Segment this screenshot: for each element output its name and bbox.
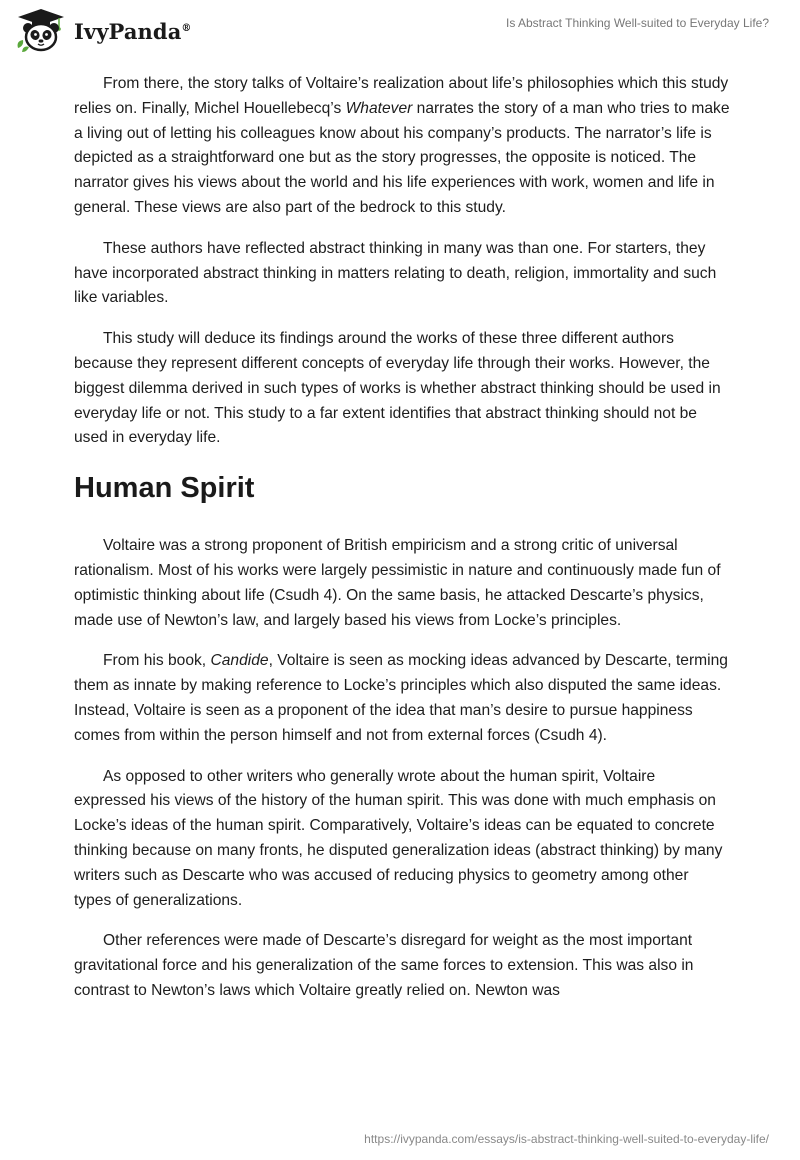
italic-title: Whatever [345, 99, 413, 117]
section-heading: Human Spirit [74, 472, 255, 505]
document-title: Is Abstract Thinking Well-suited to Everyday Life? [505, 16, 769, 30]
panda-graduate-icon [14, 8, 68, 54]
paragraph-text: Other references were made of Descarte’s disregard for weight as the most important gravitational force and his generalization of the same forces to extension. This was also in contrast to Newton’s laws which Voltaire greatly relied on. Newton was [74, 932, 694, 999]
section-paragraphs [74, 534, 730, 1004]
paragraph-text: , Voltaire is seen as mocking ideas advanced by Descarte, terming them as innate by making reference to Locke’s principles which also disputed the same ideas. Instead, Voltaire is seen as a proponent of the idea that man’s desire to pursue happiness comes from within the person himself and not from external forces (Csudh 4). [74, 652, 728, 744]
paragraph [74, 649, 730, 748]
paragraph [74, 72, 730, 221]
paragraph-text: These authors have reflected abstract thinking in many was than one. For starters, they have incorporated abstract thinking in matters relating to death, religion, immortality and such like variables. [74, 239, 717, 307]
paragraph-text: From there, the story talks of Voltaire’s realization about life’s philosophies which this study relies on. Finally, Michel Houellebecq’s [74, 75, 729, 117]
paragraph-text: As opposed to other writers who generally wrote about the human spirit, Voltaire expressed his views of the history of the human spirit. This was done with much emphasis on Locke’s ideas of the human spirit. Comparatively, Voltaire’s ideas can be equated to concrete thinking because on many fronts, he disputed generalization ideas (abstract thinking) by many writers such as Descarte who was accused of reducing physics to geometry among other types of generalizations. [74, 767, 723, 909]
ivypanda-logo[interactable] [14, 8, 192, 54]
paragraph [74, 765, 730, 914]
essay-body [74, 72, 730, 1020]
paragraph [74, 237, 730, 311]
source-url[interactable]: https://ivypanda.com/essays/is-abstract-thinking-well-suited-to-everyday-life/ [364, 1132, 769, 1146]
page-header [0, 0, 800, 60]
paragraph-text: From his book, [103, 652, 211, 670]
paragraph-text: narrates the story of a man who tries to make a living out of letting his colleagues know about his company’s products. The narrator’s life is depicted as a straightforward one but as the story progresses, the opposite is noticed. The narrator gives his views about the world and his life experiences with work, women and life in general. These views are also part of the bedrock to this study. [74, 99, 730, 216]
paragraph-text: This study will deduce its findings around the works of these three different authors because they represent different concepts of everyday life through their works. However, the biggest dilemma derived in such types of works is whether abstract thinking should be used in everyday life or not. This study to a far extent identifies that abstract thinking should not be used in everyday life. [74, 330, 721, 447]
paragraph [74, 534, 730, 633]
paragraph [74, 929, 730, 1003]
italic-title: Candide [210, 652, 269, 670]
paragraph-text: Voltaire was a strong proponent of British empiricism and a strong critic of universal rationalism. Most of his works were largely pessimistic in nature and continuously made fun of optimistic thinking about life (Csudh 4). On the same basis, he attacked Descarte’s physics, made use of Newton’s law, and largely based his views from Locke’s principles. [74, 537, 721, 629]
paragraph [74, 327, 730, 451]
brand-name: IvyPanda® [74, 18, 192, 44]
intro-paragraphs [74, 72, 730, 451]
registered-mark: ® [181, 22, 192, 34]
